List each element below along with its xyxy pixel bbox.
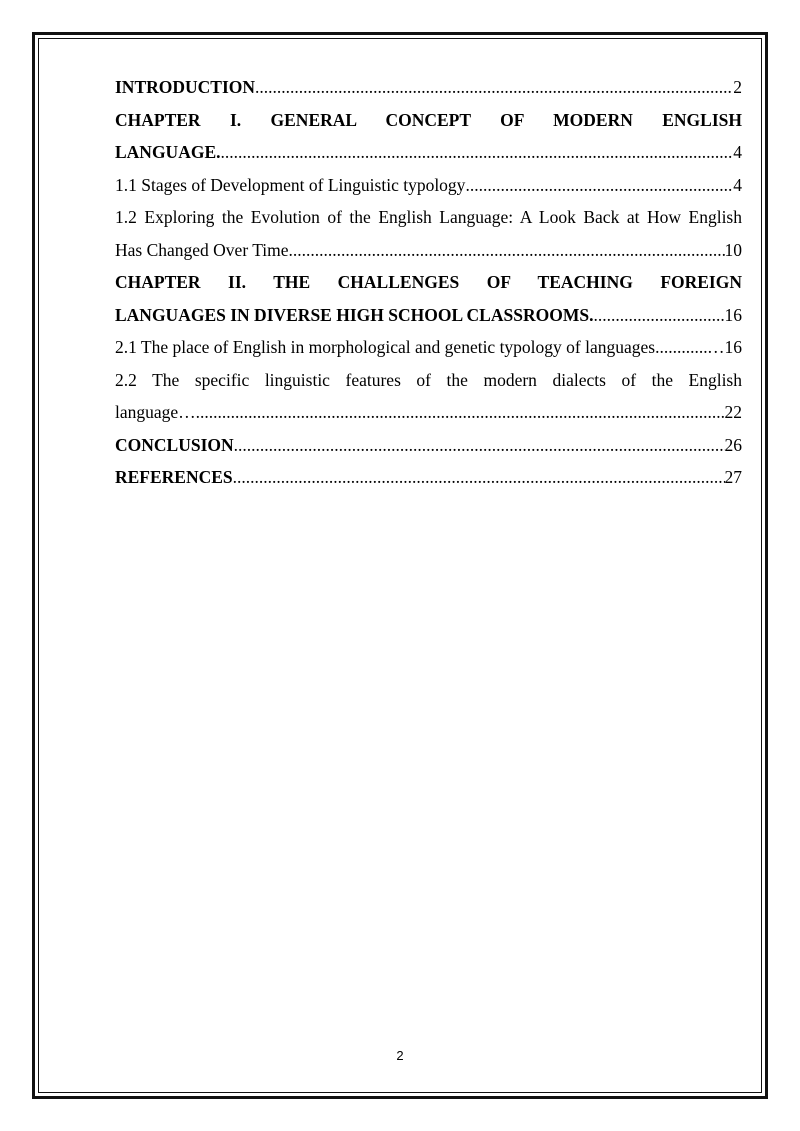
toc-page-number: 2 bbox=[733, 77, 742, 97]
toc-page-number: 16 bbox=[724, 304, 742, 325]
toc-title: 1.1 Stages of Development of Linguistic typology bbox=[115, 174, 466, 195]
toc-entry-references[interactable] bbox=[115, 461, 742, 494]
toc-entry-section-2-2[interactable] bbox=[115, 364, 742, 429]
toc-leader bbox=[289, 234, 725, 267]
toc-title: CONCLUSION bbox=[115, 434, 234, 455]
toc-title: REFERENCES bbox=[115, 467, 233, 487]
toc-leader bbox=[255, 71, 733, 104]
toc-page-number: …16 bbox=[707, 337, 742, 357]
toc-entry-introduction[interactable] bbox=[115, 71, 742, 104]
toc-leader bbox=[233, 461, 725, 494]
toc-page-number: 10 bbox=[724, 239, 742, 260]
toc-page-number: 4 bbox=[733, 142, 742, 162]
toc-entry-section-1-1[interactable] bbox=[115, 169, 742, 202]
toc-leader bbox=[196, 396, 725, 429]
toc-title-continued: Has Changed Over Time bbox=[115, 239, 289, 260]
page-number-footer: 2 bbox=[396, 1048, 404, 1063]
toc-entry-chapter-1[interactable] bbox=[115, 104, 742, 169]
toc-entry-conclusion[interactable] bbox=[115, 429, 742, 462]
toc-page-number: 26 bbox=[724, 434, 742, 455]
toc-title-continued: language… bbox=[115, 402, 196, 422]
toc-entry-section-1-2[interactable] bbox=[115, 201, 742, 266]
toc-title-continued: LANGUAGE. bbox=[115, 142, 221, 162]
toc-title: 1.2 Exploring the Evolution of the English Language: A Look Back at How English bbox=[115, 207, 742, 227]
toc-leader bbox=[234, 429, 725, 462]
toc-title: CHAPTER I. GENERAL CONCEPT OF MODERN ENGLISH bbox=[115, 109, 742, 130]
toc-leader bbox=[659, 331, 707, 364]
toc-entry-section-2-1[interactable] bbox=[115, 331, 742, 364]
toc-page-number: 4 bbox=[733, 174, 742, 195]
toc-title: INTRODUCTION bbox=[115, 77, 256, 97]
toc-leader bbox=[221, 136, 734, 169]
toc-page-number: 22 bbox=[724, 402, 742, 422]
table-of-contents bbox=[115, 71, 742, 494]
toc-title: 2.1 The place of English in morphological and genetic typology of languages. bbox=[115, 337, 660, 357]
toc-title-continued: LANGUAGES IN DIVERSE HIGH SCHOOL CLASSROOMS. bbox=[115, 304, 594, 325]
toc-page-number: 27 bbox=[724, 467, 742, 487]
toc-title: CHAPTER II. THE CHALLENGES OF TEACHING FOREIGN bbox=[115, 272, 742, 292]
toc-title: 2.2 The specific linguistic features of the modern dialects of the English bbox=[115, 369, 742, 390]
toc-leader bbox=[593, 299, 724, 332]
toc-entry-chapter-2[interactable] bbox=[115, 266, 742, 331]
toc-leader bbox=[465, 169, 733, 202]
